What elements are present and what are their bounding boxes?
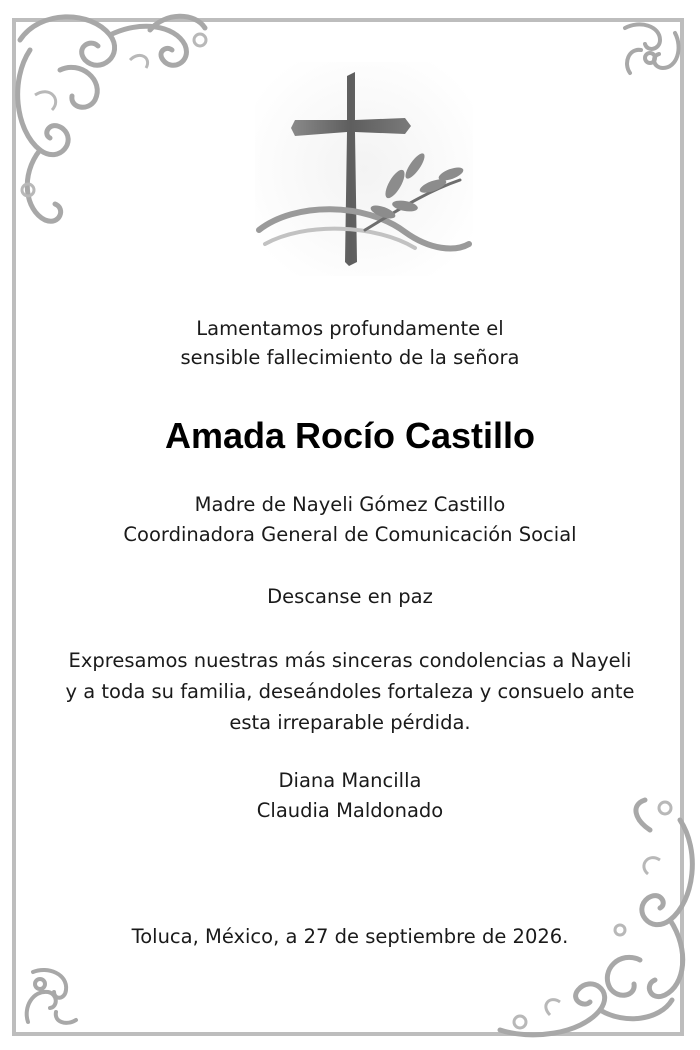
signers <box>0 766 700 826</box>
condolence-line: esta irreparable pérdida. <box>229 711 471 734</box>
condolence-line: Expresamos nuestras más sinceras condolencias a Nayeli <box>68 649 632 672</box>
condolence-text <box>0 645 700 738</box>
intro-text <box>0 314 700 372</box>
corner-ornament-top-left-icon <box>0 0 240 250</box>
intro-line: Lamentamos profundamente el <box>196 317 504 340</box>
corner-ornament-top-right-icon <box>615 18 685 88</box>
place-and-date: Toluca, México, a 27 de septiembre de 2026. <box>131 925 569 948</box>
rest-in-peace-text: Descanse en paz <box>267 585 433 608</box>
relation-line: Coordinadora General de Comunicación Social <box>123 523 577 546</box>
cross-with-olive-branch-icon <box>255 62 473 276</box>
relation-line: Madre de Nayeli Gómez Castillo <box>194 493 506 516</box>
corner-ornament-bottom-right-icon <box>460 790 700 1050</box>
deceased-name: Amada Rocío Castillo <box>164 415 536 456</box>
intro-line: sensible fallecimiento de la señora <box>180 346 520 369</box>
relation-text <box>0 490 700 550</box>
condolence-line: y a toda su familia, deseándoles fortaleza y consuelo ante <box>65 680 635 703</box>
signer-name: Claudia Maldonado <box>256 799 444 822</box>
signer-name: Diana Mancilla <box>278 769 422 792</box>
corner-ornament-bottom-left-icon <box>18 962 88 1032</box>
